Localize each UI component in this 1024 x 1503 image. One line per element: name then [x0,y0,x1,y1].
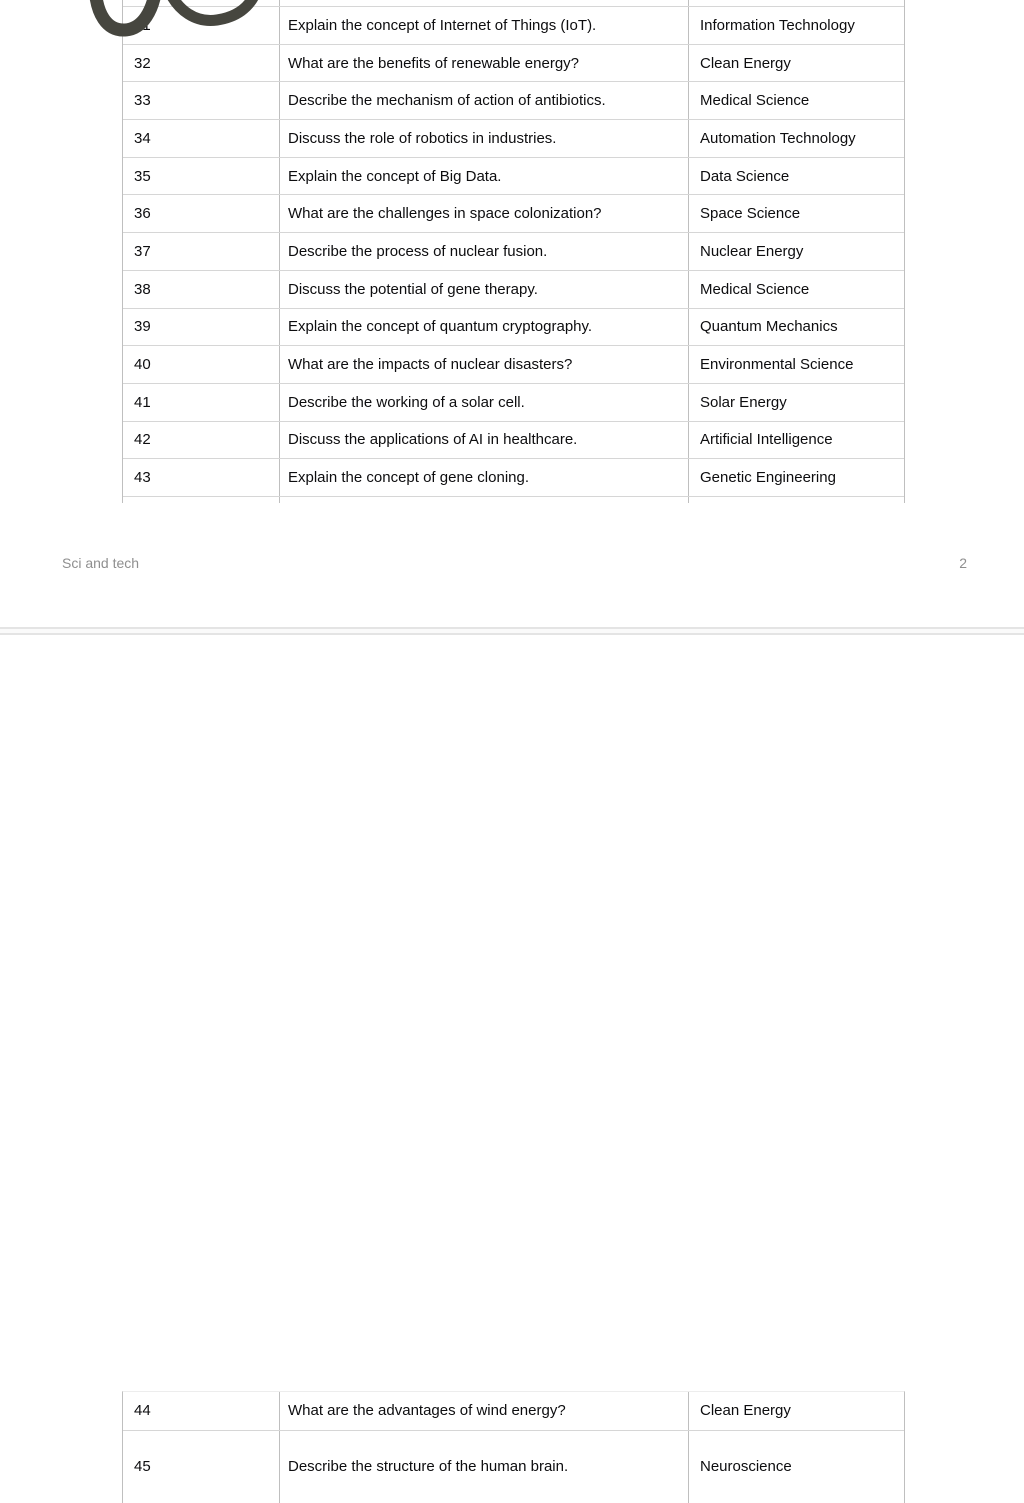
table-cell-number[interactable] [123,0,280,6]
table-cell-question[interactable]: Describe the structure of the human brain. [280,1431,689,1503]
table-cell-category[interactable]: Artificial Intelligence [700,431,833,449]
document-page-current[interactable] [0,0,1024,627]
table-row [123,1431,904,1503]
table-cell-category[interactable]: Medical Science [700,92,810,110]
document-page-next[interactable] [0,635,1024,1475]
table-cell-question[interactable]: What are the challenges in space colonization? [280,195,689,232]
table-cell-category[interactable]: Environmental Science [700,356,854,374]
table-cell-number[interactable]: 42 [123,422,280,459]
table-cell-number[interactable]: 35 [123,158,280,195]
table-cell-question[interactable]: Explain the concept of Big Data. [280,158,689,195]
table-cell-question[interactable]: Explain the concept of quantum cryptography. [280,309,689,346]
table-cell-category[interactable] [689,497,904,503]
table-cell-number[interactable]: 37 [123,233,280,270]
table-cell-number[interactable]: 43 [123,459,280,496]
table-cell-number[interactable]: 33 [123,82,280,119]
table-cell-question[interactable]: Describe the mechanism of action of antibiotics. [280,82,689,119]
table-row-partial-bottom [123,497,904,503]
table-cell-category[interactable] [689,0,904,6]
table-body [123,1392,904,1503]
table-cell-number[interactable]: 32 [123,45,280,82]
table-row [123,233,904,271]
table-cell-number[interactable]: 38 [123,271,280,308]
table-cell-category[interactable]: Medical Science [700,280,810,298]
table-cell-category[interactable]: Neuroscience [700,1458,792,1475]
questions-table [122,0,905,503]
table-cell-question[interactable] [280,0,689,6]
questions-table-continued [122,1391,905,1503]
table-row [123,422,904,460]
table-cell-number[interactable]: 31 [123,7,280,44]
table-cell-question[interactable]: Describe the process of nuclear fusion. [280,233,689,270]
document-footer-page-number[interactable]: 2 [959,555,967,571]
table-cell-question[interactable]: Describe the working of a solar cell. [280,384,689,421]
table-cell-number[interactable]: 34 [123,120,280,157]
table-cell-question[interactable]: Discuss the role of robotics in industries. [280,120,689,157]
table-cell-question[interactable] [280,497,689,503]
table-row [123,459,904,497]
table-cell-category[interactable]: Quantum Mechanics [700,318,838,336]
table-body [123,7,904,497]
table-row [123,384,904,422]
table-row [123,82,904,120]
table-cell-question[interactable]: What are the impacts of nuclear disasters? [280,346,689,383]
table-cell-number[interactable]: 39 [123,309,280,346]
table-cell-number[interactable]: 36 [123,195,280,232]
table-row-partial-top [123,0,904,7]
table-cell-category[interactable]: Data Science [700,167,790,185]
table-row [123,45,904,83]
table-cell-category[interactable]: Space Science [700,205,801,223]
table-cell-number[interactable] [123,497,280,503]
table-cell-question[interactable]: Explain the concept of Internet of Things (IoT). [280,7,689,44]
table-row [123,1392,904,1431]
table-cell-category[interactable]: Clean Energy [700,54,791,72]
page-break-gap [0,627,1024,635]
table-cell-category[interactable]: Genetic Engineering [700,469,836,487]
table-cell-number[interactable]: 41 [123,384,280,421]
table-cell-question[interactable]: Discuss the potential of gene therapy. [280,271,689,308]
table-cell-question[interactable]: What are the benefits of renewable energy? [280,45,689,82]
table-cell-number[interactable]: 45 [123,1431,280,1503]
table-row [123,346,904,384]
table-row [123,309,904,347]
table-cell-category[interactable]: Nuclear Energy [700,242,804,260]
table-cell-question[interactable]: Explain the concept of gene cloning. [280,459,689,496]
table-cell-number[interactable]: 40 [123,346,280,383]
table-cell-category[interactable]: Information Technology [700,16,855,34]
document-footer-title[interactable]: Sci and tech [62,555,140,571]
table-row [123,271,904,309]
table-row [123,158,904,196]
table-cell-category[interactable]: Solar Energy [700,393,787,411]
table-cell-question[interactable]: What are the advantages of wind energy? [280,1392,689,1430]
table-row [123,120,904,158]
table-row [123,195,904,233]
table-cell-question[interactable]: Discuss the applications of AI in healthcare. [280,422,689,459]
table-cell-number[interactable]: 44 [123,1392,280,1430]
table-cell-category[interactable]: Automation Technology [700,129,856,147]
table-cell-category[interactable]: Clean Energy [700,1402,791,1420]
table-row [123,7,904,45]
